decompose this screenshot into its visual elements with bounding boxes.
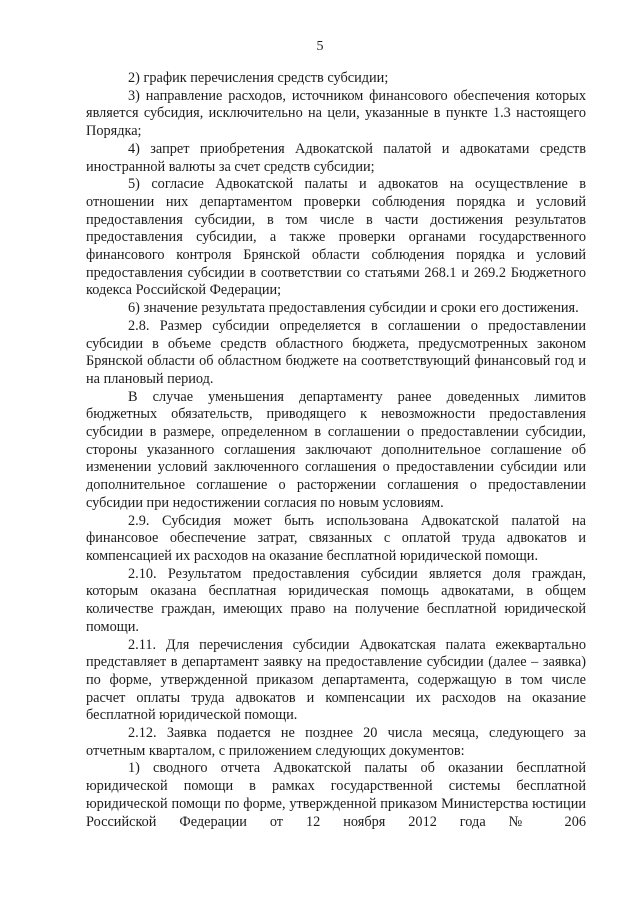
paragraph-item-5: 5) согласие Адвокатской палаты и адвокатов на осуществление в отношении них департаментом проверки соблюдения порядка и условий предоставления субсидии, в том числе в части достижения результатов предоставления субсидии, а также проверки органами государственного финансового контроля Брянской области соблюдения порядка и условий предоставления субсидии в соответствии со статьями 268.1 и 269.2 Бюджетного кодекса Российской Федерации; xyxy=(86,176,586,299)
paragraph-2-8: 2.8. Размер субсидии определяется в соглашении о предоставлении субсидии в объеме средств областного бюджета, предусмотренных законом Брянской области об областном бюджете на соответствующий финансовый год и на плановый период. xyxy=(86,317,586,387)
paragraph-2-12-item-1: 1) сводного отчета Адвокатской палаты об оказании бесплатной юридической помощи в рамках государственной системы бесплатной юридической помощи по форме, утвержденной приказом Министерства юстиции Российской Федерации от 12 ноября 2012 года № 206 xyxy=(86,760,586,830)
paragraph-2-8-reduction: В случае уменьшения департаменту ранее доведенных лимитов бюджетных обязательств, приводящего к невозможности предоставления субсидии в размере, определенном в соглашении о предоставлении субсидии, стороны указанного соглашения заключают дополнительное соглашение об изменении условий заключенного соглашения о предоставлении субсидии или дополнительное соглашение о расторжении соглашения о предоставлении субсидии при недостижении согласия по новым условиям. xyxy=(86,388,586,511)
paragraph-2-9: 2.9. Субсидия может быть использована Адвокатской палатой на финансовое обеспечение затрат, связанных с оплатой труда адвокатов и компенсацией их расходов на оказание бесплатной юридической помощи. xyxy=(86,512,586,564)
paragraph-item-6: 6) значение результата предоставления субсидии и сроки его достижения. xyxy=(128,300,579,317)
paragraph-item-2: 2) график перечисления средств субсидии; xyxy=(128,70,389,86)
paragraph-2-10: 2.10. Результатом предоставления субсидии является доля граждан, которым оказана бесплатная юридическая помощь адвокатами, в общем количестве граждан, имеющих право на получение бесплатной юридической помощи. xyxy=(86,565,586,635)
document-body xyxy=(86,70,586,831)
page-number: 5 xyxy=(316,39,324,54)
paragraph-2-12: 2.12. Заявка подается не позднее 20 числа месяца, следующего за отчетным кварталом, с приложением следующих документов: xyxy=(86,725,586,759)
paragraph-item-3: 3) направление расходов, источником финансового обеспечения которых является субсидия, исключительно на цели, указанные в пункте 1.3 настоящего Порядка; xyxy=(86,87,586,140)
paragraph-item-4: 4) запрет приобретения Адвокатской палатой и адвокатами средств иностранной валюты за счет средств субсидии; xyxy=(86,140,586,175)
paragraph-2-11: 2.11. Для перечисления субсидии Адвокатская палата ежеквартально представляет в департамент заявку на предоставление субсидии (далее – заявка) по форме, утвержденной приказом департамента, содержащую в том числе расчет оплаты труда адвокатов и компенсации их расходов на оказание бесплатной юридической помощи. xyxy=(86,636,586,724)
